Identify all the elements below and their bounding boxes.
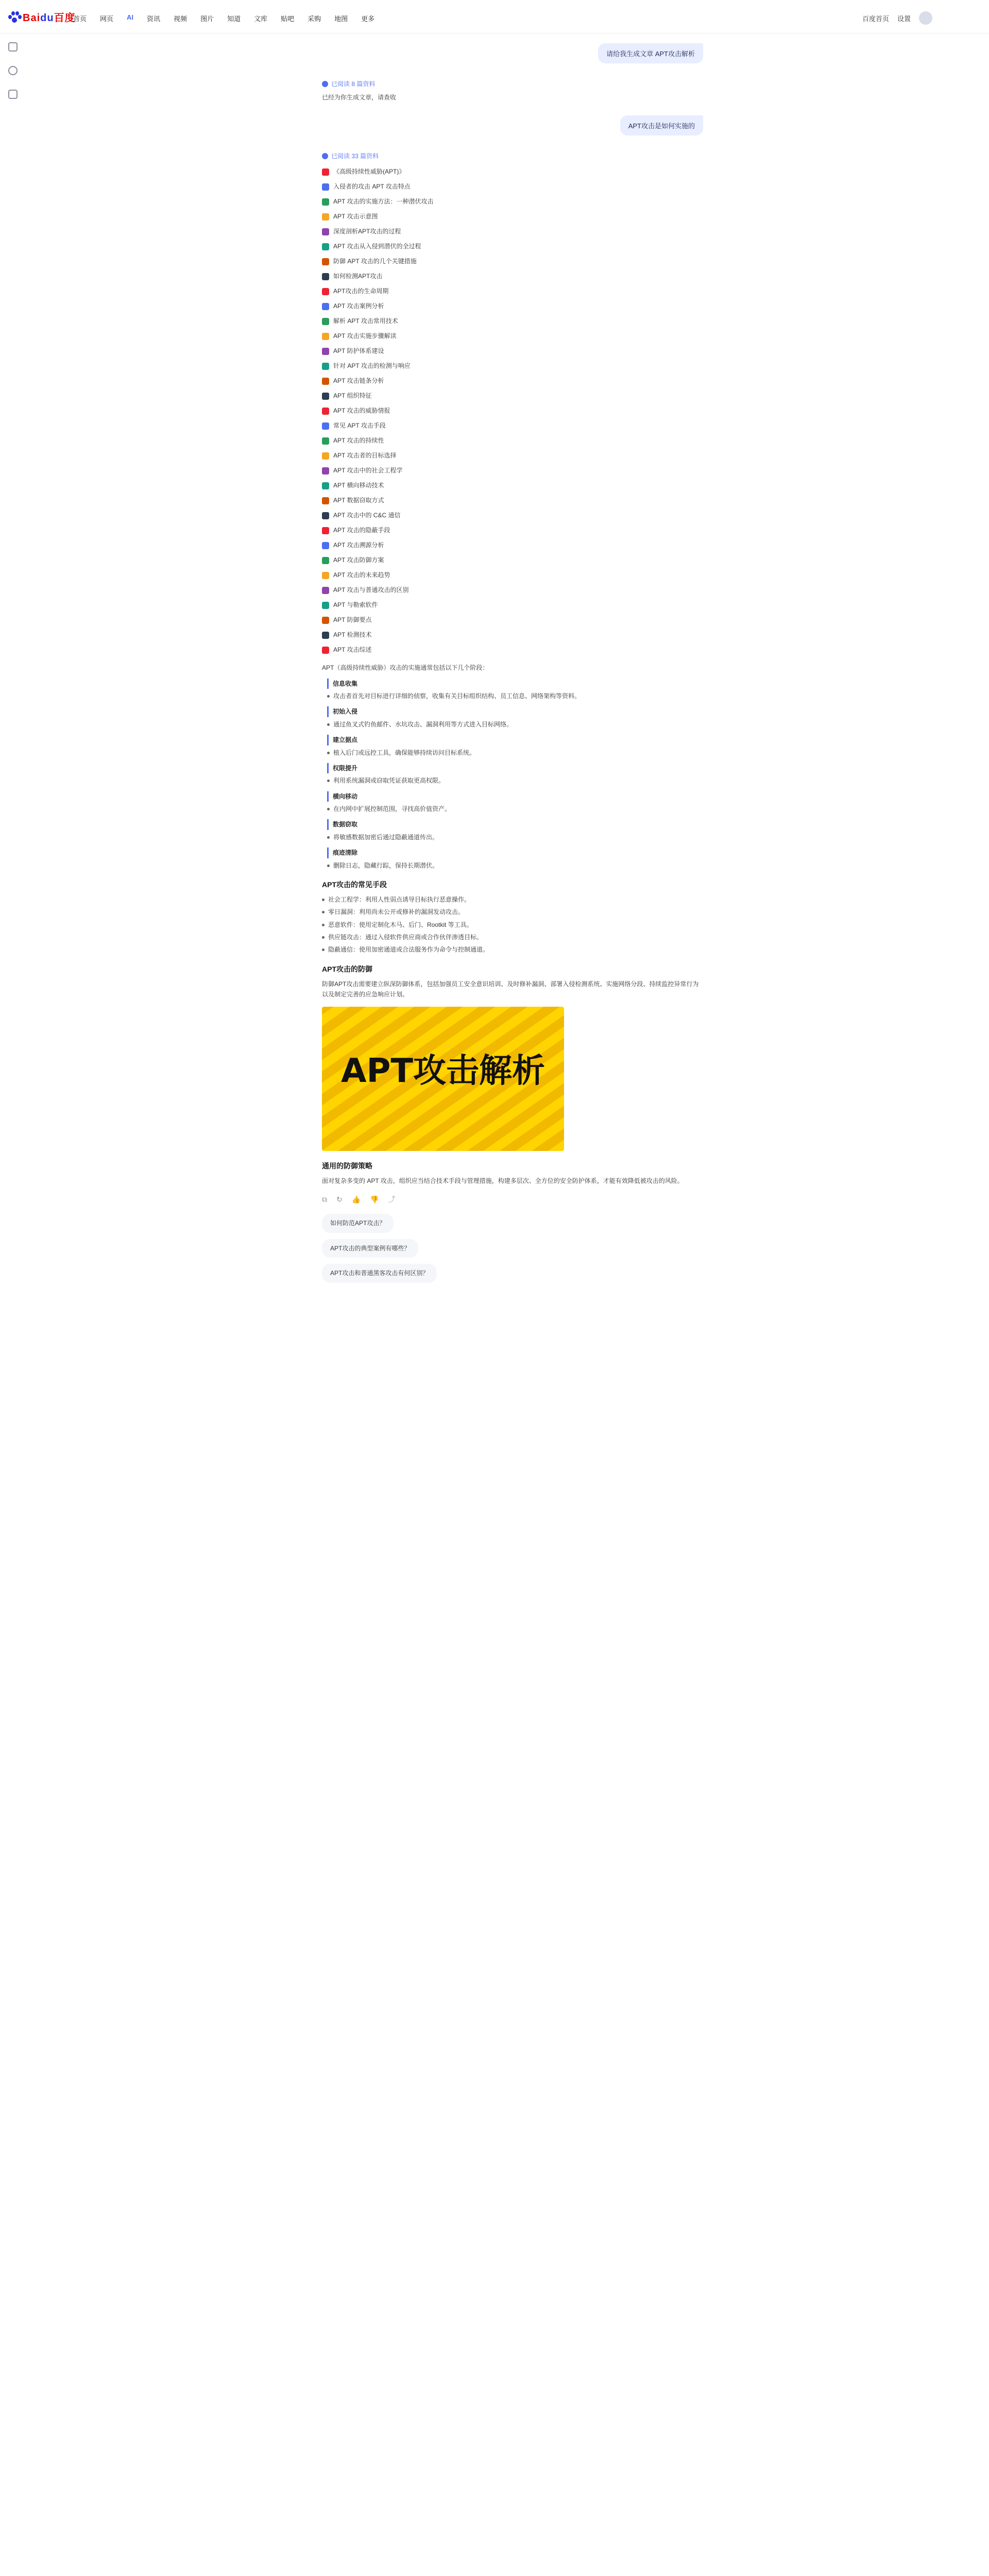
source-item[interactable] xyxy=(322,403,703,418)
source-list xyxy=(322,164,703,657)
source-item[interactable] xyxy=(322,493,703,508)
source-item[interactable] xyxy=(322,568,703,583)
baidu-logo[interactable] xyxy=(8,9,76,24)
source-title: 防御 APT 攻击的几个关键措施 xyxy=(333,258,417,265)
stage-item xyxy=(327,735,703,758)
method-list xyxy=(322,894,703,955)
read-sources-meta[interactable] xyxy=(322,151,703,161)
source-item[interactable] xyxy=(322,433,703,448)
source-title: 解析 APT 攻击常用技术 xyxy=(333,317,398,325)
source-title: 《高级持续性威胁(APT)》 xyxy=(333,168,405,176)
stage-text: 植入后门或远控工具，确保能够持续访问目标系统。 xyxy=(327,748,703,758)
defense-text: 防御APT攻击需要建立纵深防御体系，包括加强员工安全意识培训、及时修补漏洞、部署入侵检测系统、实施网络分段、持续监控异常行为以及制定完善的应急响应计划。 xyxy=(322,980,699,998)
source-title: 常见 APT 攻击手段 xyxy=(333,422,386,430)
nav-item[interactable]: 视频 xyxy=(174,15,187,23)
nav-item[interactable]: 地图 xyxy=(334,15,348,23)
source-item[interactable] xyxy=(322,359,703,374)
site-favicon-icon xyxy=(322,183,329,191)
source-title: 入侵者的攻击 APT 攻击特点 xyxy=(333,183,411,191)
source-title: APT 横向移动技术 xyxy=(333,482,384,489)
stage-heading: 横向移动 xyxy=(327,791,703,802)
source-item[interactable] xyxy=(322,388,703,403)
source-title: APT 组织特征 xyxy=(333,392,372,400)
source-title: APT 数据窃取方式 xyxy=(333,497,384,504)
source-title: APT 攻击的威胁情报 xyxy=(333,407,390,415)
share-icon[interactable]: ⤴ xyxy=(388,1195,396,1204)
source-title: APT 防护体系建设 xyxy=(333,347,384,355)
source-item[interactable] xyxy=(322,583,703,598)
site-favicon-icon xyxy=(322,288,329,295)
source-item[interactable] xyxy=(322,523,703,538)
stage-item xyxy=(327,791,703,815)
method-item: 供应链攻击：通过入侵软件供应商或合作伙伴渗透目标。 xyxy=(322,932,703,942)
method-item: 恶意软件：使用定制化木马、后门、Rootkit 等工具。 xyxy=(322,920,703,930)
summary-title: 通用的防御策略 xyxy=(322,1162,372,1171)
paw-icon xyxy=(8,11,21,23)
sources-icon xyxy=(322,153,328,159)
source-title: APT攻击的生命周期 xyxy=(333,287,389,295)
top-right xyxy=(862,11,932,25)
source-item[interactable] xyxy=(322,239,703,254)
stage-heading: 建立据点 xyxy=(327,735,703,745)
source-title: APT 攻击中的 C&C 通信 xyxy=(333,512,401,519)
section-title: APT攻击的常见手段 xyxy=(322,880,387,889)
source-title: APT 攻击链条分析 xyxy=(333,377,384,385)
source-item[interactable] xyxy=(322,478,703,493)
source-title: APT 攻击的隐蔽手段 xyxy=(333,527,390,534)
stage-list xyxy=(322,679,703,871)
site-favicon-icon xyxy=(322,482,329,489)
stage-heading: 信息收集 xyxy=(327,679,703,689)
site-favicon-icon xyxy=(322,452,329,460)
site-favicon-icon xyxy=(322,408,329,415)
source-item[interactable] xyxy=(322,314,703,329)
stage-text: 攻击者首先对目标进行详细的侦察，收集有关目标组织结构、员工信息、网络架构等资料。 xyxy=(327,691,703,701)
avatar[interactable] xyxy=(919,11,932,25)
history-icon[interactable] xyxy=(8,66,18,75)
source-item[interactable] xyxy=(322,538,703,553)
source-title: APT 攻击的实施方法：一种潜伏攻击 xyxy=(333,198,434,206)
source-title: APT 与勒索软件 xyxy=(333,601,378,609)
method-item: 社会工程学：利用人性弱点诱导目标执行恶意操作。 xyxy=(322,894,703,905)
site-favicon-icon xyxy=(322,378,329,385)
followup-suggestions xyxy=(322,1214,703,1282)
nav-item[interactable]: 更多 xyxy=(361,15,375,23)
stage-heading: 数据窃取 xyxy=(327,819,703,829)
site-favicon-icon xyxy=(322,303,329,310)
apt-banner-image[interactable] xyxy=(322,1007,564,1151)
source-title: APT 攻击中的社会工程学 xyxy=(333,467,403,474)
source-item[interactable] xyxy=(322,374,703,388)
source-title: APT 攻击防御方案 xyxy=(333,556,384,564)
site-favicon-icon xyxy=(322,512,329,519)
site-favicon-icon xyxy=(322,168,329,176)
nav-item[interactable]: 资讯 xyxy=(147,15,161,23)
source-title: 深度剖析APT攻击的过程 xyxy=(333,228,401,235)
method-item: 零日漏洞：利用尚未公开或修补的漏洞发动攻击。 xyxy=(322,907,703,917)
source-item[interactable] xyxy=(322,164,703,179)
source-title: APT 攻击示意图 xyxy=(333,213,378,221)
source-item[interactable] xyxy=(322,329,703,344)
site-favicon-icon xyxy=(322,527,329,534)
site-favicon-icon xyxy=(322,228,329,235)
site-favicon-icon xyxy=(322,587,329,594)
source-title: APT 攻击的未来趋势 xyxy=(333,571,390,579)
logo-word: Baidu百度 xyxy=(23,12,76,24)
site-favicon-icon xyxy=(322,318,329,325)
source-title: APT 攻击实施步骤解读 xyxy=(333,332,397,340)
nav-item-ai[interactable]: AI xyxy=(127,13,134,21)
nav-item[interactable]: 贴吧 xyxy=(281,15,295,23)
top-bar xyxy=(0,0,989,33)
source-item[interactable] xyxy=(322,613,703,628)
thumbs-up-icon[interactable]: 👍 xyxy=(351,1195,361,1204)
site-favicon-icon xyxy=(322,467,329,474)
stage-heading: 初始入侵 xyxy=(327,706,703,717)
site-favicon-icon xyxy=(322,632,329,639)
user-question: 请给我生成文章 APT攻击解析 xyxy=(598,43,703,63)
stage-text: 将敏感数据加密后通过隐蔽通道传出。 xyxy=(327,832,703,842)
site-favicon-icon xyxy=(322,363,329,370)
defense-title: APT攻击的防御 xyxy=(322,964,372,973)
conversation xyxy=(322,36,703,1283)
source-item[interactable] xyxy=(322,448,703,463)
followup-question[interactable]: APT攻击的典型案例有哪些？ xyxy=(322,1239,418,1258)
stage-item xyxy=(327,763,703,786)
answer-block xyxy=(322,151,703,1283)
site-favicon-icon xyxy=(322,333,329,340)
site-favicon-icon xyxy=(322,602,329,609)
site-favicon-icon xyxy=(322,213,329,221)
sources-icon xyxy=(322,81,328,87)
site-favicon-icon xyxy=(322,617,329,624)
source-item[interactable] xyxy=(322,553,703,568)
followup-question[interactable]: 如何防范APT攻击？ xyxy=(322,1214,394,1232)
nav-item[interactable]: 知道 xyxy=(227,15,241,23)
stage-heading: 权限提升 xyxy=(327,763,703,773)
source-item[interactable] xyxy=(322,254,703,269)
site-favicon-icon xyxy=(322,258,329,265)
source-title: 如何检测APT攻击 xyxy=(333,273,383,280)
source-item[interactable] xyxy=(322,598,703,613)
source-item[interactable] xyxy=(322,299,703,314)
source-item[interactable] xyxy=(322,344,703,359)
stage-text: 删除日志，隐藏行踪，保持长期潜伏。 xyxy=(327,860,703,871)
site-favicon-icon xyxy=(322,273,329,280)
stage-item xyxy=(327,819,703,842)
nav-item[interactable]: 图片 xyxy=(200,15,214,23)
source-item[interactable] xyxy=(322,194,703,209)
home-link[interactable]: 百度首页 xyxy=(862,14,889,23)
site-favicon-icon xyxy=(322,348,329,355)
source-title: APT 攻击溯源分析 xyxy=(333,541,384,549)
site-favicon-icon xyxy=(322,557,329,564)
thumbs-down-icon[interactable]: 👎 xyxy=(370,1195,379,1204)
source-item[interactable] xyxy=(322,508,703,523)
source-title: APT 攻击者的目标选择 xyxy=(333,452,397,460)
source-title: 针对 APT 攻击的检测与响应 xyxy=(333,362,411,370)
nav-item[interactable]: 采购 xyxy=(308,15,321,23)
settings-link[interactable]: 设置 xyxy=(897,14,911,23)
source-title: APT 攻击的持续性 xyxy=(333,437,384,445)
followup-question[interactable]: APT攻击和普通黑客攻击有何区别？ xyxy=(322,1264,437,1282)
source-item[interactable] xyxy=(322,269,703,284)
site-favicon-icon xyxy=(322,497,329,504)
answer-actions xyxy=(322,1194,703,1206)
stage-item xyxy=(327,706,703,730)
stage-text: 利用系统漏洞或窃取凭证获取更高权限。 xyxy=(327,775,703,786)
nav-item[interactable]: 网页 xyxy=(100,15,114,23)
site-favicon-icon xyxy=(322,572,329,579)
left-sidebar xyxy=(8,42,21,99)
read-count: 已阅读 8 篇资料 xyxy=(331,80,376,88)
answer-block xyxy=(322,79,703,103)
source-title: APT 攻击与普通攻击的区别 xyxy=(333,586,409,594)
nav-item[interactable]: 首页 xyxy=(73,15,87,23)
site-favicon-icon xyxy=(322,542,329,549)
site-favicon-icon xyxy=(322,422,329,430)
site-favicon-icon xyxy=(322,393,329,400)
banner-text: APT攻击解析 xyxy=(340,1052,545,1091)
source-title: APT 攻击从入侵到潜伏的全过程 xyxy=(333,243,421,250)
source-item[interactable] xyxy=(322,179,703,194)
stage-heading: 痕迹清除 xyxy=(327,848,703,858)
site-favicon-icon xyxy=(322,647,329,654)
source-title: APT 检测技术 xyxy=(333,631,372,639)
nav-item[interactable]: 文库 xyxy=(254,15,268,23)
source-item[interactable] xyxy=(322,209,703,224)
source-title: APT 防御要点 xyxy=(333,616,372,624)
answer-intro: APT（高级持续性威胁）攻击的实施通常包括以下几个阶段： xyxy=(322,664,489,672)
source-item[interactable] xyxy=(322,628,703,642)
source-item[interactable] xyxy=(322,284,703,299)
site-favicon-icon xyxy=(322,198,329,206)
source-item[interactable] xyxy=(322,418,703,433)
stage-text: 通过鱼叉式钓鱼邮件、水坑攻击、漏洞利用等方式进入目标网络。 xyxy=(327,719,703,730)
source-item[interactable] xyxy=(322,463,703,478)
source-title: APT 攻击综述 xyxy=(333,646,372,654)
source-item[interactable] xyxy=(322,224,703,239)
top-nav xyxy=(73,13,374,23)
regenerate-icon[interactable]: ↻ xyxy=(336,1195,343,1204)
summary-text: 面对复杂多变的 APT 攻击，组织应当结合技术手段与管理措施，构建多层次、全方位的安全防护体系，才能有效降低被攻击的风险。 xyxy=(322,1177,684,1185)
copy-icon[interactable]: ⧉ xyxy=(322,1195,327,1204)
site-favicon-icon xyxy=(322,437,329,445)
answer-text: 已经为你生成文章，请查收 xyxy=(322,94,397,101)
stage-item xyxy=(327,848,703,871)
stage-item xyxy=(327,679,703,702)
stage-text: 在内网中扩展控制范围，寻找高价值资产。 xyxy=(327,804,703,814)
source-item[interactable] xyxy=(322,642,703,657)
new-chat-icon[interactable] xyxy=(8,42,18,52)
source-title: APT 攻击案例分析 xyxy=(333,302,384,310)
read-sources-meta[interactable] xyxy=(322,79,703,89)
site-favicon-icon xyxy=(322,243,329,250)
apps-icon[interactable] xyxy=(8,90,18,99)
method-item: 隐蔽通信：使用加密通道或合法服务作为命令与控制通道。 xyxy=(322,944,703,955)
read-count: 已阅读 33 篇资料 xyxy=(331,152,379,160)
user-question: APT攻击是如何实施的 xyxy=(620,115,703,135)
